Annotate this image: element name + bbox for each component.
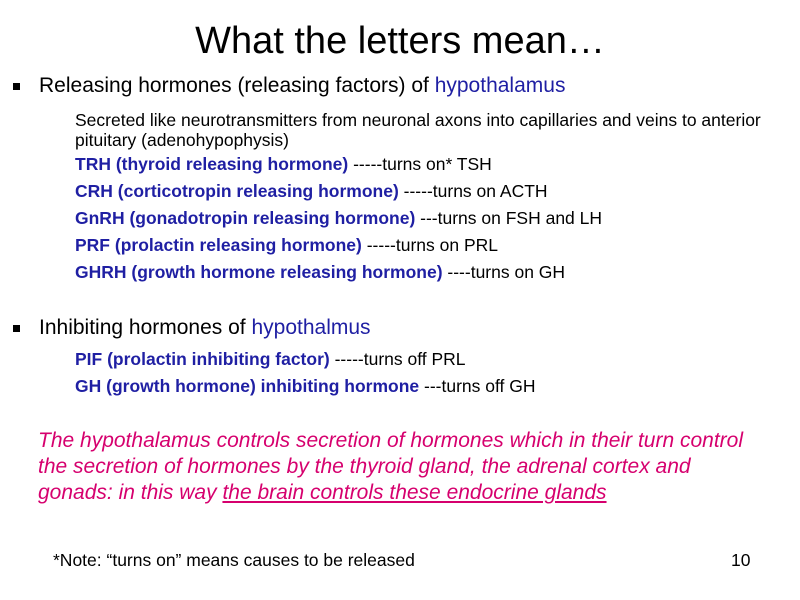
hormone-name: GH (growth hormone) inhibiting hormone: [75, 376, 420, 396]
releasing-item: [75, 208, 790, 228]
inhibiting-item: [75, 376, 790, 396]
summary-paragraph: [38, 428, 748, 506]
hormone-name: CRH (corticotropin releasing hormone): [75, 181, 399, 201]
releasing-item: [75, 262, 790, 282]
releasing-description: Secreted like neurotransmitters from neuronal axons into capillaries and veins to anterior pituitary (adenohypophysis): [75, 110, 761, 150]
hormone-effect: -----turns on PRL: [361, 235, 498, 255]
releasing-heading-highlight: hypothalamus: [434, 74, 566, 97]
inhibiting-heading-highlight: hypothalmus: [251, 316, 371, 339]
releasing-item: [75, 181, 790, 201]
hormone-name: PRF (prolactin releasing hormone): [75, 235, 362, 255]
slide-title: What the letters mean…: [195, 20, 605, 62]
hormone-effect: ---turns on FSH and LH: [415, 208, 603, 228]
inhibiting-item: [75, 349, 790, 369]
inhibiting-heading-lead: Inhibiting hormones of: [39, 316, 252, 339]
hormone-name: GnRH (gonadotropin releasing hormone): [75, 208, 416, 228]
hormone-effect: ----turns on GH: [442, 262, 566, 282]
releasing-heading: [39, 73, 565, 99]
square-bullet-icon: [13, 83, 20, 90]
hormone-effect: ---turns off GH: [419, 376, 536, 396]
hormone-name: TRH (thyroid releasing hormone): [75, 154, 349, 174]
summary-text: The hypothalamus controls secretion of hormones which in their turn control the secretion of hormones by the thyroid gland, the adrenal cortex and gonads: in this way: [38, 429, 744, 504]
hormone-effect: -----turns on* TSH: [348, 154, 492, 174]
releasing-heading-lead: Releasing hormones (releasing factors) of: [39, 74, 435, 97]
summary-underlined-text: the brain controls these endocrine glands: [222, 481, 607, 504]
releasing-item: [75, 235, 790, 255]
hormone-effect: -----turns off PRL: [329, 349, 466, 369]
page-number: 10: [731, 550, 751, 570]
footnote: *Note: “turns on” means causes to be released: [53, 550, 415, 570]
inhibiting-heading: [39, 315, 371, 341]
square-bullet-icon: [13, 325, 20, 332]
hormone-effect: -----turns on ACTH: [398, 181, 548, 201]
releasing-item: [75, 154, 790, 174]
hormone-name: PIF (prolactin inhibiting factor): [75, 349, 330, 369]
hormone-name: GHRH (growth hormone releasing hormone): [75, 262, 443, 282]
